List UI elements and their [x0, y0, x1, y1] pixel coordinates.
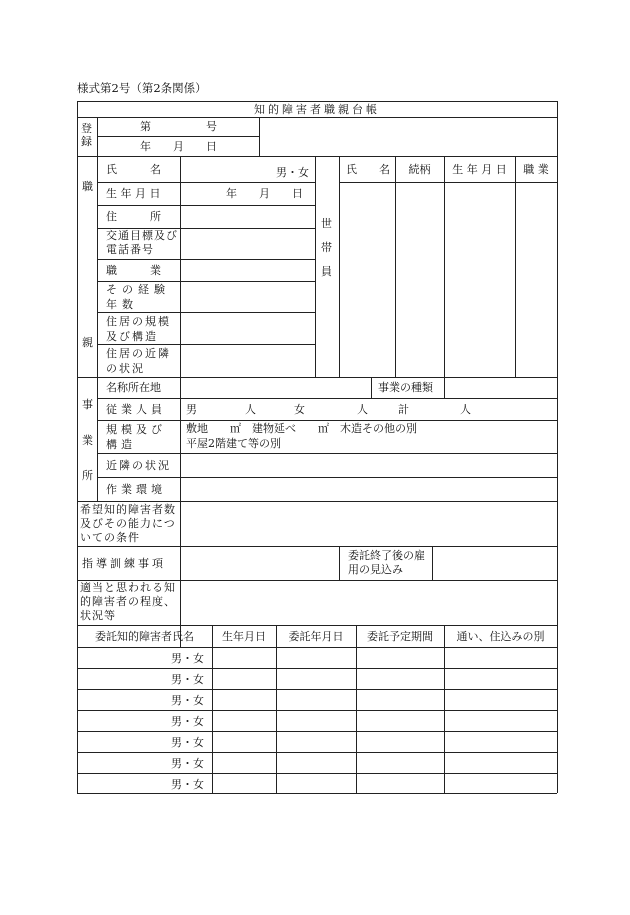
household-header-occupation: 職 業	[523, 163, 549, 176]
household-label: 世帯員	[321, 217, 332, 278]
scale-line1: 敷地 ㎡ 建物延べ ㎡ 木造その他の別	[186, 422, 417, 435]
neighborhood-label: 近隣の状況	[106, 459, 171, 472]
table-row-sex: 男・女	[171, 778, 204, 791]
table-row-sex: 男・女	[171, 757, 204, 770]
border-top	[77, 101, 557, 102]
employees-total: 計	[398, 403, 409, 416]
field-experience-label: その経験年数	[106, 283, 170, 311]
field-housing-label: 住居の規模及び構造	[106, 315, 171, 343]
scale-line2: 平屋2階建て等の別	[186, 437, 281, 450]
household-header-name: 氏 名	[346, 163, 390, 176]
border-right	[557, 101, 558, 793]
entrust-header-date: 委託年月日	[288, 630, 344, 643]
environment-label: 作業環境	[106, 483, 166, 496]
training-label: 指導訓練事項	[82, 557, 166, 570]
shokuoya-label-1: 職	[82, 180, 93, 193]
business-label-2: 業	[82, 434, 93, 447]
field-address-label: 住 所	[106, 210, 161, 223]
birthdate-value: 年 月 日	[226, 187, 303, 200]
entrust-header-period: 委託予定期間	[367, 630, 433, 643]
field-neighbors-label: 住居の近隣の状況	[106, 347, 171, 375]
entrust-header-name: 委託知的障害者氏名	[95, 630, 194, 643]
employees-female-unit: 人	[357, 403, 368, 416]
sex-option: 男・女	[276, 166, 309, 179]
registration-label: 登録	[81, 122, 92, 148]
business-label-3: 所	[82, 469, 93, 482]
table-row-sex: 男・女	[171, 736, 204, 749]
employment-prospect-label: 委託終了後の雇用の見込み	[348, 549, 425, 576]
field-birthdate-label: 生 年 月 日	[106, 187, 161, 200]
suitable-condition-label: 適当と思われる知的障害者の程度、状況等	[80, 581, 176, 622]
entrust-header-type: 通い、住込みの別	[456, 630, 545, 643]
conditions-label: 希望知的障害者数及びその能力についての条件	[80, 503, 176, 544]
table-row-sex: 男・女	[171, 694, 204, 707]
field-name-label: 氏 名	[106, 163, 161, 176]
registration-date: 年 月 日	[140, 140, 217, 153]
table-row-sex: 男・女	[171, 673, 204, 686]
employees-label: 従業人員	[106, 403, 166, 416]
scale-label: 規模及び構造	[106, 423, 166, 451]
employees-male: 男	[186, 403, 197, 416]
entrust-header-birthdate: 生年月日	[222, 630, 266, 643]
form-title: 知的障害者職親台帳	[254, 103, 380, 116]
table-row-sex: 男・女	[171, 715, 204, 728]
business-location-label: 名称所在地	[106, 381, 161, 394]
form-id: 様式第2号（第2条関係）	[77, 81, 207, 95]
business-type-label: 事業の種類	[378, 381, 433, 394]
employees-female: 女	[294, 403, 305, 416]
table-row-sex: 男・女	[171, 652, 204, 665]
field-transport-label: 交通目標及び電話番号	[106, 229, 178, 256]
field-occupation-label: 職 業	[106, 264, 161, 277]
employees-total-unit: 人	[460, 403, 471, 416]
registration-number: 第 号	[140, 120, 217, 133]
household-header-relation: 続柄	[408, 163, 431, 176]
household-header-birthdate: 生 年 月 日	[452, 163, 507, 176]
shokuoya-label-2: 親	[82, 336, 93, 349]
employees-male-unit: 人	[245, 403, 256, 416]
border-bottom	[77, 793, 557, 794]
business-label-1: 事	[82, 398, 93, 411]
